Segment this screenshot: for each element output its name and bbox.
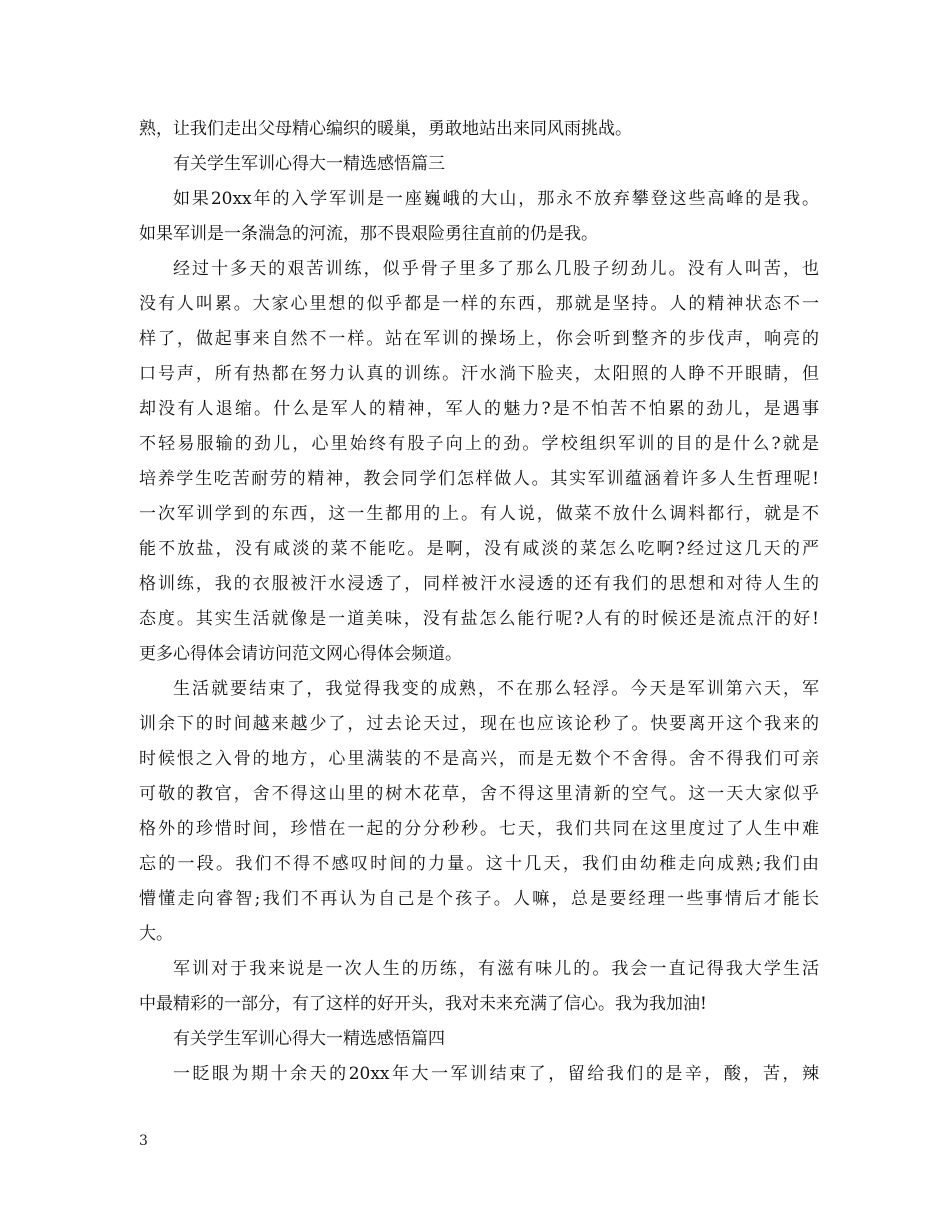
text-line: 有关学生军训心得大一精选感悟篇四 xyxy=(173,1029,445,1049)
text-line: 有关学生军训心得大一精选感悟篇三 xyxy=(173,154,445,174)
text-line: 时候恨之入骨的地方，心里满装的不是高兴，而是无数个不舍得。舍不得我们可亲 xyxy=(139,749,819,769)
text-line: 没有人叫累。大家心里想的似乎都是一样的东西，那就是坚持。人的精神状态不一 xyxy=(139,294,819,314)
text-line: 口号声，所有热都在努力认真的训练。汗水淌下脸夹，太阳照的人睁不开眼睛，但 xyxy=(139,364,819,384)
text-line: 培养学生吃苦耐劳的精神，教会同学们怎样做人。其实军训蕴涵着许多人生哲理呢! xyxy=(139,469,819,489)
text-line: 更多心得体会请访问范文网心得体会频道。 xyxy=(139,644,462,664)
text-line: 懵懂走向睿智;我们不再认为自己是个孩子。人嘛，总是要经理一些事情后才能长 xyxy=(139,889,819,909)
text-line: 熟，让我们走出父母精心编织的暖巢，勇敢地站出来同风雨挑战。 xyxy=(139,119,632,139)
text-line: 大。 xyxy=(139,924,173,944)
text-line: 忘的一段。我们不得不感叹时间的力量。这十几天，我们由幼稚走向成熟;我们由 xyxy=(139,854,819,874)
text-line: 可敬的教官，舍不得这山里的树木花草，舍不得这里清新的空气。这一天大家似乎 xyxy=(139,784,819,804)
text-line: 能不放盐，没有咸淡的菜不能吃。是啊，没有咸淡的菜怎么吃啊?经过这几天的严 xyxy=(139,539,819,559)
text-line: 格训练，我的衣服被汗水浸透了，同样被汗水浸透的还有我们的思想和对待人生的 xyxy=(139,574,819,594)
text-line: 中最精彩的一部分，有了这样的好开头，我对未来充满了信心。我为我加油! xyxy=(139,994,707,1014)
text-line: 态度。其实生活就像是一道美味，没有盐怎么能行呢?人有的时候还是流点汗的好! xyxy=(139,609,819,629)
text-line: 经过十多天的艰苦训练，似乎骨子里多了那么几股子纫劲儿。没有人叫苦，也 xyxy=(173,259,819,279)
text-line: 一眨眼为期十余天的20xx年大一军训结束了，留给我们的是辛，酸，苦，辣 xyxy=(173,1064,819,1084)
text-line: 军训对于我来说是一次人生的历练，有滋有味儿的。我会一直记得我大学生活 xyxy=(173,959,819,979)
page-number: 3 xyxy=(139,1133,148,1149)
text-line: 却没有人退缩。什么是军人的精神，军人的魅力?是不怕苦不怕累的劲儿，是遇事 xyxy=(139,399,819,419)
text-line: 如果军训是一条湍急的河流，那不畏艰险勇往直前的仍是我。 xyxy=(139,224,598,244)
text-line: 如果20xx年的入学军训是一座巍峨的大山，那永不放弃攀登这些高峰的是我。 xyxy=(173,189,819,209)
text-line: 训余下的时间越来越少了，过去论天过，现在也应该论秒了。快要离开这个我来的 xyxy=(139,714,819,734)
text-line: 一次军训学到的东西，这一生都用的上。有人说，做菜不放什么调料都行，就是不 xyxy=(139,504,819,524)
text-line: 样了，做起事来自然不一样。站在军训的操场上，你会听到整齐的步伐声，响亮的 xyxy=(139,329,819,349)
text-line: 生活就要结束了，我觉得我变的成熟，不在那么轻浮。今天是军训第六天，军 xyxy=(173,679,819,699)
document-body xyxy=(139,112,819,1092)
text-line: 格外的珍惜时间，珍惜在一起的分分秒秒。七天，我们共同在这里度过了人生中难 xyxy=(139,819,819,839)
text-line: 不轻易服输的劲儿，心里始终有股子向上的劲。学校组织军训的目的是什么?就是 xyxy=(139,434,819,454)
